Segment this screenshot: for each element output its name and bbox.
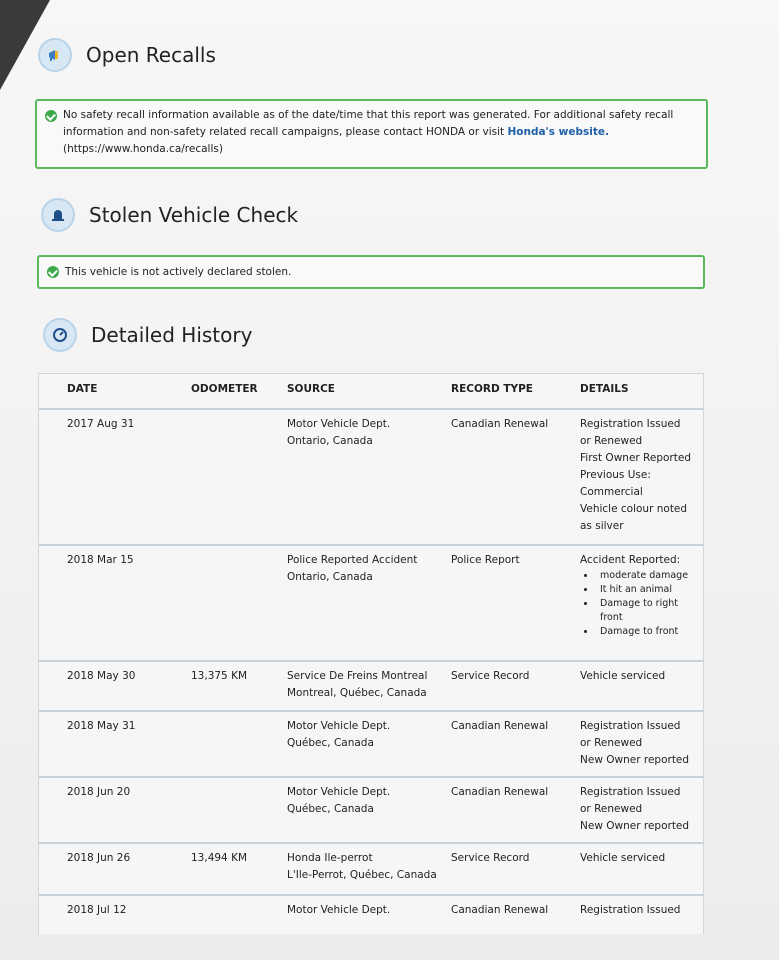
siren-icon bbox=[41, 198, 75, 232]
odometer-cell: 13,375 KM bbox=[191, 670, 248, 682]
source-line: Motor Vehicle Dept. bbox=[287, 720, 391, 732]
column-header-record-type: RECORD TYPE bbox=[451, 383, 533, 395]
stolen-check-header bbox=[41, 198, 298, 232]
source-line: Motor Vehicle Dept. bbox=[287, 418, 391, 430]
column-header-date: DATE bbox=[67, 383, 98, 395]
source-cell bbox=[287, 784, 447, 818]
details-cell bbox=[580, 416, 702, 535]
source-line: Motor Vehicle Dept. bbox=[287, 904, 391, 916]
accident-details-list bbox=[580, 569, 702, 639]
open-recalls-title: Open Recalls bbox=[86, 43, 216, 67]
detail-line: New Owner reported bbox=[580, 754, 690, 766]
check-circle-icon bbox=[45, 110, 57, 122]
odometer-cell: 13,494 KM bbox=[191, 852, 248, 864]
detail-line: Previous Use: bbox=[580, 469, 651, 481]
detail-line: Registration Issued bbox=[580, 720, 681, 732]
detail-heading: Accident Reported: bbox=[580, 554, 681, 566]
open-recalls-header bbox=[38, 38, 216, 72]
source-cell bbox=[287, 718, 447, 752]
stolen-check-title: Stolen Vehicle Check bbox=[89, 203, 299, 227]
date-cell: 2018 Jun 20 bbox=[67, 786, 131, 798]
detail-line: as silver bbox=[580, 520, 624, 532]
table-row bbox=[39, 844, 703, 896]
date-cell: 2018 May 30 bbox=[67, 670, 136, 682]
history-table bbox=[38, 373, 704, 934]
source-line: Ontario, Canada bbox=[287, 435, 373, 447]
date-cell: 2018 May 31 bbox=[67, 720, 136, 732]
record-type-cell: Canadian Renewal bbox=[451, 786, 549, 798]
source-line: Ontario, Canada bbox=[287, 571, 373, 583]
column-header-odometer: ODOMETER bbox=[191, 383, 258, 395]
table-row bbox=[39, 712, 703, 778]
record-type-cell: Service Record bbox=[451, 670, 530, 682]
details-cell bbox=[580, 784, 702, 835]
detailed-history-header bbox=[43, 318, 252, 352]
detail-line: Vehicle colour noted bbox=[580, 503, 688, 515]
source-cell bbox=[287, 416, 447, 450]
source-line: Montreal, Québec, Canada bbox=[287, 687, 427, 699]
stolen-message: This vehicle is not actively declared stolen. bbox=[65, 266, 292, 278]
details-cell bbox=[580, 850, 702, 867]
details-cell bbox=[580, 552, 702, 639]
table-row bbox=[39, 662, 703, 712]
megaphone-icon bbox=[38, 38, 72, 72]
source-cell bbox=[287, 902, 447, 919]
detailed-history-title: Detailed History bbox=[91, 323, 253, 347]
detail-line: Registration Issued bbox=[580, 418, 681, 430]
date-cell: 2018 Mar 15 bbox=[67, 554, 134, 566]
stolen-alert bbox=[37, 255, 705, 289]
list-item: • moderate damage bbox=[596, 569, 702, 583]
record-type-cell: Canadian Renewal bbox=[451, 418, 549, 430]
detail-line: Commercial bbox=[580, 486, 643, 498]
record-type-cell: Police Report bbox=[451, 554, 520, 566]
date-cell: 2017 Aug 31 bbox=[67, 418, 135, 430]
honda-website-link[interactable]: Honda's website. bbox=[507, 126, 609, 138]
source-cell bbox=[287, 850, 447, 884]
table-row bbox=[39, 778, 703, 844]
record-type-cell: Service Record bbox=[451, 852, 530, 864]
table-header bbox=[39, 374, 703, 410]
details-cell bbox=[580, 668, 702, 685]
detail-line: Registration Issued bbox=[580, 786, 681, 798]
date-cell: 2018 Jul 12 bbox=[67, 904, 127, 916]
source-line: L'Ile-Perrot, Québec, Canada bbox=[287, 869, 437, 881]
list-item: • It hit an animal bbox=[596, 583, 702, 597]
record-type-cell: Canadian Renewal bbox=[451, 720, 549, 732]
table-row bbox=[39, 410, 703, 546]
details-cell bbox=[580, 902, 702, 919]
source-line: Québec, Canada bbox=[287, 737, 374, 749]
details-cell bbox=[580, 718, 702, 769]
check-circle-icon bbox=[47, 266, 59, 278]
recall-alert bbox=[35, 99, 708, 169]
detail-line: or Renewed bbox=[580, 737, 643, 749]
detail-line: Registration Issued bbox=[580, 904, 681, 916]
recall-url: (https://www.honda.ca/recalls) bbox=[63, 143, 223, 155]
source-line: Honda Ile-perrot bbox=[287, 852, 373, 864]
odometer-icon bbox=[43, 318, 77, 352]
source-line: Police Reported Accident bbox=[287, 554, 418, 566]
column-header-source: SOURCE bbox=[287, 383, 335, 395]
source-line: Motor Vehicle Dept. bbox=[287, 786, 391, 798]
record-type-cell: Canadian Renewal bbox=[451, 904, 549, 916]
table-row bbox=[39, 546, 703, 662]
detail-line: or Renewed bbox=[580, 435, 643, 447]
detail-line: or Renewed bbox=[580, 803, 643, 815]
detail-line: First Owner Reported bbox=[580, 452, 691, 464]
recall-message: No safety recall information available as of the date/time that this report was generated. For additional safety recall information and non-safety related recall campaigns, please contact HONDA or visit bbox=[63, 109, 674, 138]
source-cell bbox=[287, 668, 447, 702]
detail-line: Vehicle serviced bbox=[580, 670, 666, 682]
source-line: Québec, Canada bbox=[287, 803, 374, 815]
source-cell bbox=[287, 552, 447, 586]
list-item: • Damage to right front bbox=[596, 597, 702, 625]
date-cell: 2018 Jun 26 bbox=[67, 852, 131, 864]
source-line: Service De Freins Montreal bbox=[287, 670, 428, 682]
detail-line: Vehicle serviced bbox=[580, 852, 666, 864]
list-item: • Damage to front bbox=[596, 625, 702, 639]
detail-line: New Owner reported bbox=[580, 820, 690, 832]
table-row bbox=[39, 896, 703, 934]
column-header-details: DETAILS bbox=[580, 383, 629, 395]
